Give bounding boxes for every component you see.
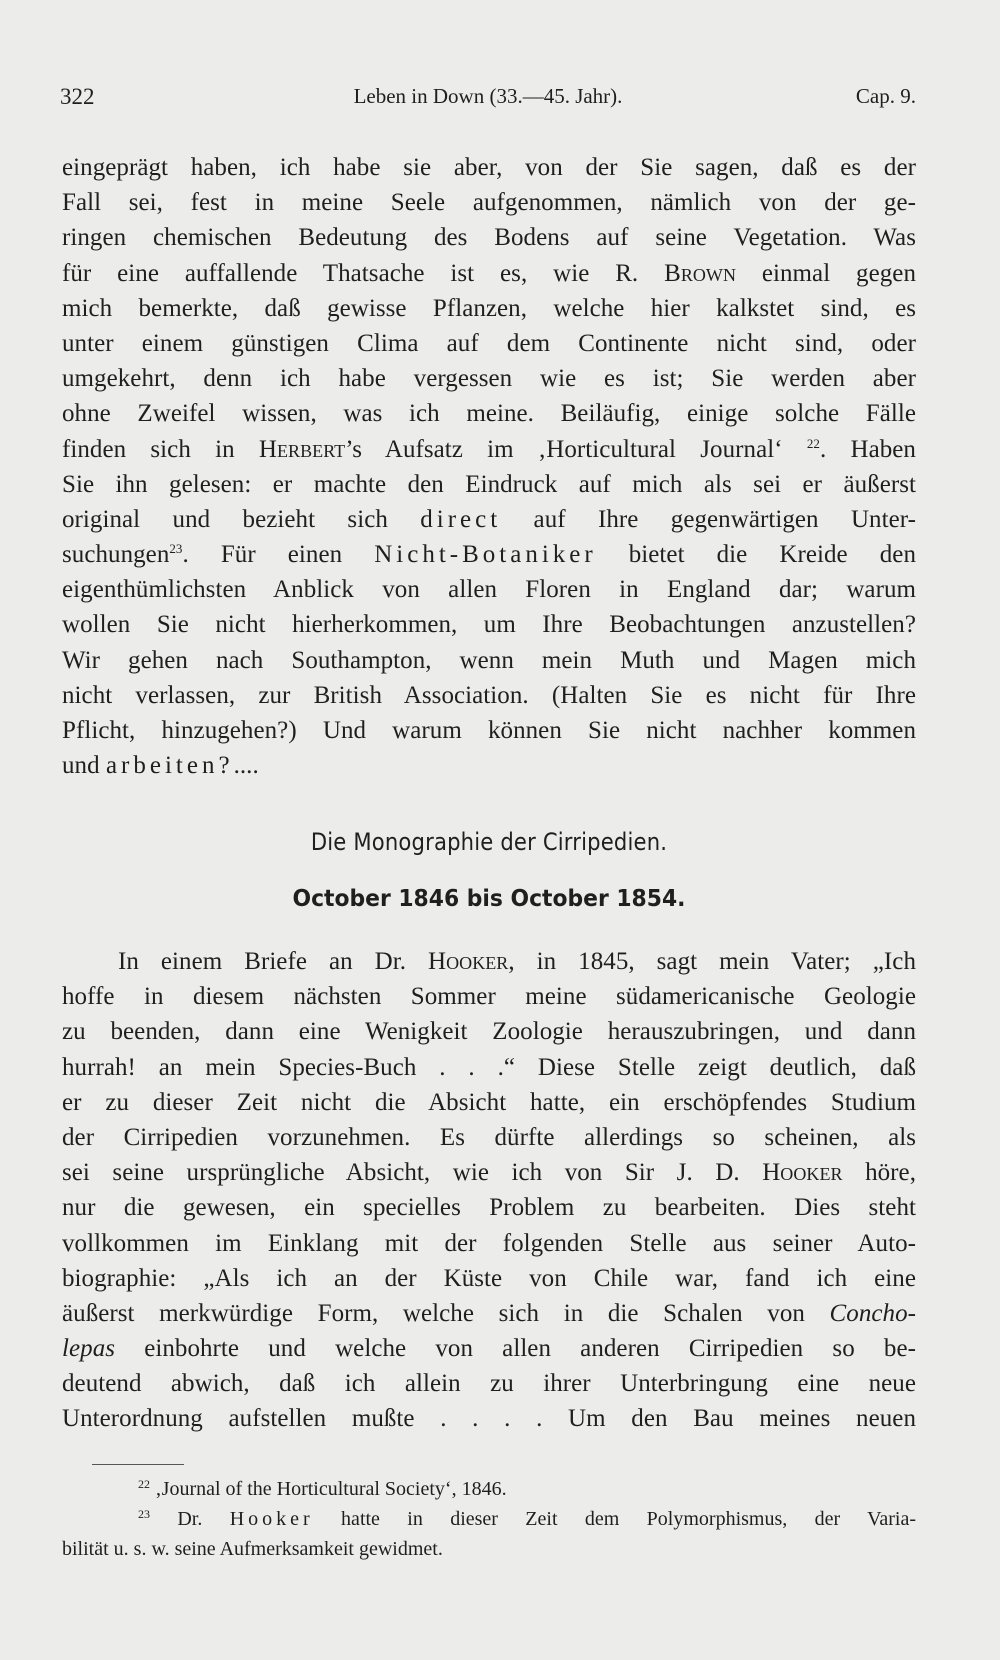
footnote-23-continued: bilität u. s. w. seine Aufmerksamkeit gewidmet. xyxy=(62,1538,443,1560)
text-line: Wir gehen nach Southampton, wenn mein Muth und Magen mich xyxy=(62,646,916,674)
text-line: ohne Zweifel wissen, was ich meine. Beiläufig, einige solche Fälle xyxy=(62,400,916,428)
text-line: er zu dieser Zeit nicht die Absicht hatte, ein erschöpfendes Studium xyxy=(62,1088,916,1116)
text-line: Unterordnung aufstellen mußte . . . . Um den Bau meines neuen xyxy=(62,1405,916,1433)
text-line: unter einem günstigen Clima auf dem Continente nicht sind, oder xyxy=(62,329,916,357)
text-line: biographie: „Als ich an der Küste von Chile war, fand ich eine xyxy=(62,1264,916,1292)
text-line: vollkommen im Einklang mit der folgenden Stelle aus seiner Auto- xyxy=(62,1229,916,1257)
section-title: Die Monographie der Cirripedien. xyxy=(310,828,668,856)
spaced-word: arbeiten? xyxy=(105,752,234,780)
text-line: nicht verlassen, zur British Association. (Halten Sie es nicht für Ihre xyxy=(62,681,916,709)
letter-paragraph xyxy=(62,150,916,783)
text-line: suchungen$^{23}$. Für einen Nicht-Botaniker bietet die Kreide den xyxy=(62,541,916,569)
section-subtitle: October 1846 bis October 1854. xyxy=(292,886,686,912)
running-header xyxy=(60,84,916,120)
text-line: wollen Sie nicht hierherkommen, um Ihre Beobachtungen anzustellen? xyxy=(62,611,916,639)
text-line: eingeprägt haben, ich habe sie aber, von der Sie sagen, daß es der xyxy=(62,154,916,181)
footnote-divider xyxy=(92,1464,184,1465)
name-brown: Brown xyxy=(664,259,737,287)
text-line: original und bezieht sich direct auf Ihre gegenwärtigen Unter- xyxy=(62,505,916,533)
text-line: Pflicht, hinzugehen?) Und warum können Sie nicht nachher kommen xyxy=(62,717,916,744)
chapter-label: Cap. 9. xyxy=(855,84,916,108)
section-paragraph xyxy=(62,944,916,1437)
footnote-ref-22: 22 xyxy=(806,435,820,451)
footnote-marker: 23 xyxy=(138,1507,150,1521)
text-line: umgekehrt, denn ich habe vergessen wie es ist; Sie werden aber xyxy=(62,365,916,393)
text-line: äußerst merkwürdige Form, welche sich in die Schalen von Concho- xyxy=(62,1299,916,1327)
text-line: für eine auffallende Thatsache ist es, wie R. Brown einmal gegen xyxy=(62,259,916,287)
text-line: finden sich in Herbert’s Aufsatz im ‚Horticultural Journal‘ $^{22}$. Haben xyxy=(62,435,916,463)
text-line: der Cirripedien vorzunehmen. Es dürfte allerdings so scheinen, als xyxy=(62,1123,916,1151)
text-line: deutend abwich, daß ich allein zu ihrer Unterbringung eine neue xyxy=(62,1370,916,1398)
name-hooker: Hooker xyxy=(428,948,509,975)
text-line: hurrah! an mein Species-Buch . . .“ Diese Stelle zeigt deutlich, daß xyxy=(62,1053,916,1081)
spaced-word: Hooker xyxy=(229,1508,314,1530)
text-line: sei seine ursprüngliche Absicht, wie ich von Sir J. D. Hooker höre, xyxy=(62,1159,916,1187)
footnote-23: $^{23}$ Dr. Hooker hatte in dieser Zeit dem Polymorphismus, der Varia- xyxy=(138,1507,916,1530)
spaced-word: Nicht-Botaniker xyxy=(374,541,597,569)
text-line: lepas einbohrte und welche von allen anderen Cirripedien so be- xyxy=(62,1335,916,1363)
footnote-ref-23: 23 xyxy=(169,541,183,557)
footnotes xyxy=(62,1474,916,1564)
text-line: In einem Briefe an Dr. Hooker, in 1845, sagt mein Vater; „Ich xyxy=(118,948,917,975)
text-line: nur die gewesen, ein specielles Problem zu bearbeiten. Dies steht xyxy=(62,1194,916,1222)
text-line: ringen chemischen Bedeutung des Bodens auf seine Vegetation. Was xyxy=(62,224,916,252)
page-number: 322 xyxy=(60,84,95,109)
running-title: Leben in Down (33.—45. Jahr). xyxy=(353,84,623,108)
footnote-marker: 22 xyxy=(138,1477,150,1491)
text-line: und arbeiten?.... xyxy=(62,752,259,780)
text-line: eigenthümlichsten Anblick von allen Floren in England dar; warum xyxy=(62,576,916,604)
name-hooker: Hooker xyxy=(762,1159,843,1187)
italic-term: lepas xyxy=(62,1335,116,1363)
text-line: Fall sei, fest in meine Seele aufgenommen, nämlich von der ge- xyxy=(62,189,916,217)
footnote-22: $^{22}$ ‚Journal of the Horticultural Society‘, 1846. xyxy=(138,1477,507,1500)
spaced-word: direct xyxy=(420,505,502,533)
text-line: zu beenden, dann eine Wenigkeit Zoologie herauszubringen, und dann xyxy=(62,1018,916,1046)
text-line: mich bemerkte, daß gewisse Pflanzen, welche hier kalkstet sind, es xyxy=(62,294,916,322)
name-herbert: Herbert xyxy=(258,435,346,463)
text-line: Sie ihn gelesen: er machte den Eindruck auf mich als sei er äußerst xyxy=(62,470,916,498)
text-line: hoffe in diesem nächsten Sommer meine südamericanische Geologie xyxy=(62,983,916,1011)
italic-term: Concho- xyxy=(829,1299,916,1327)
